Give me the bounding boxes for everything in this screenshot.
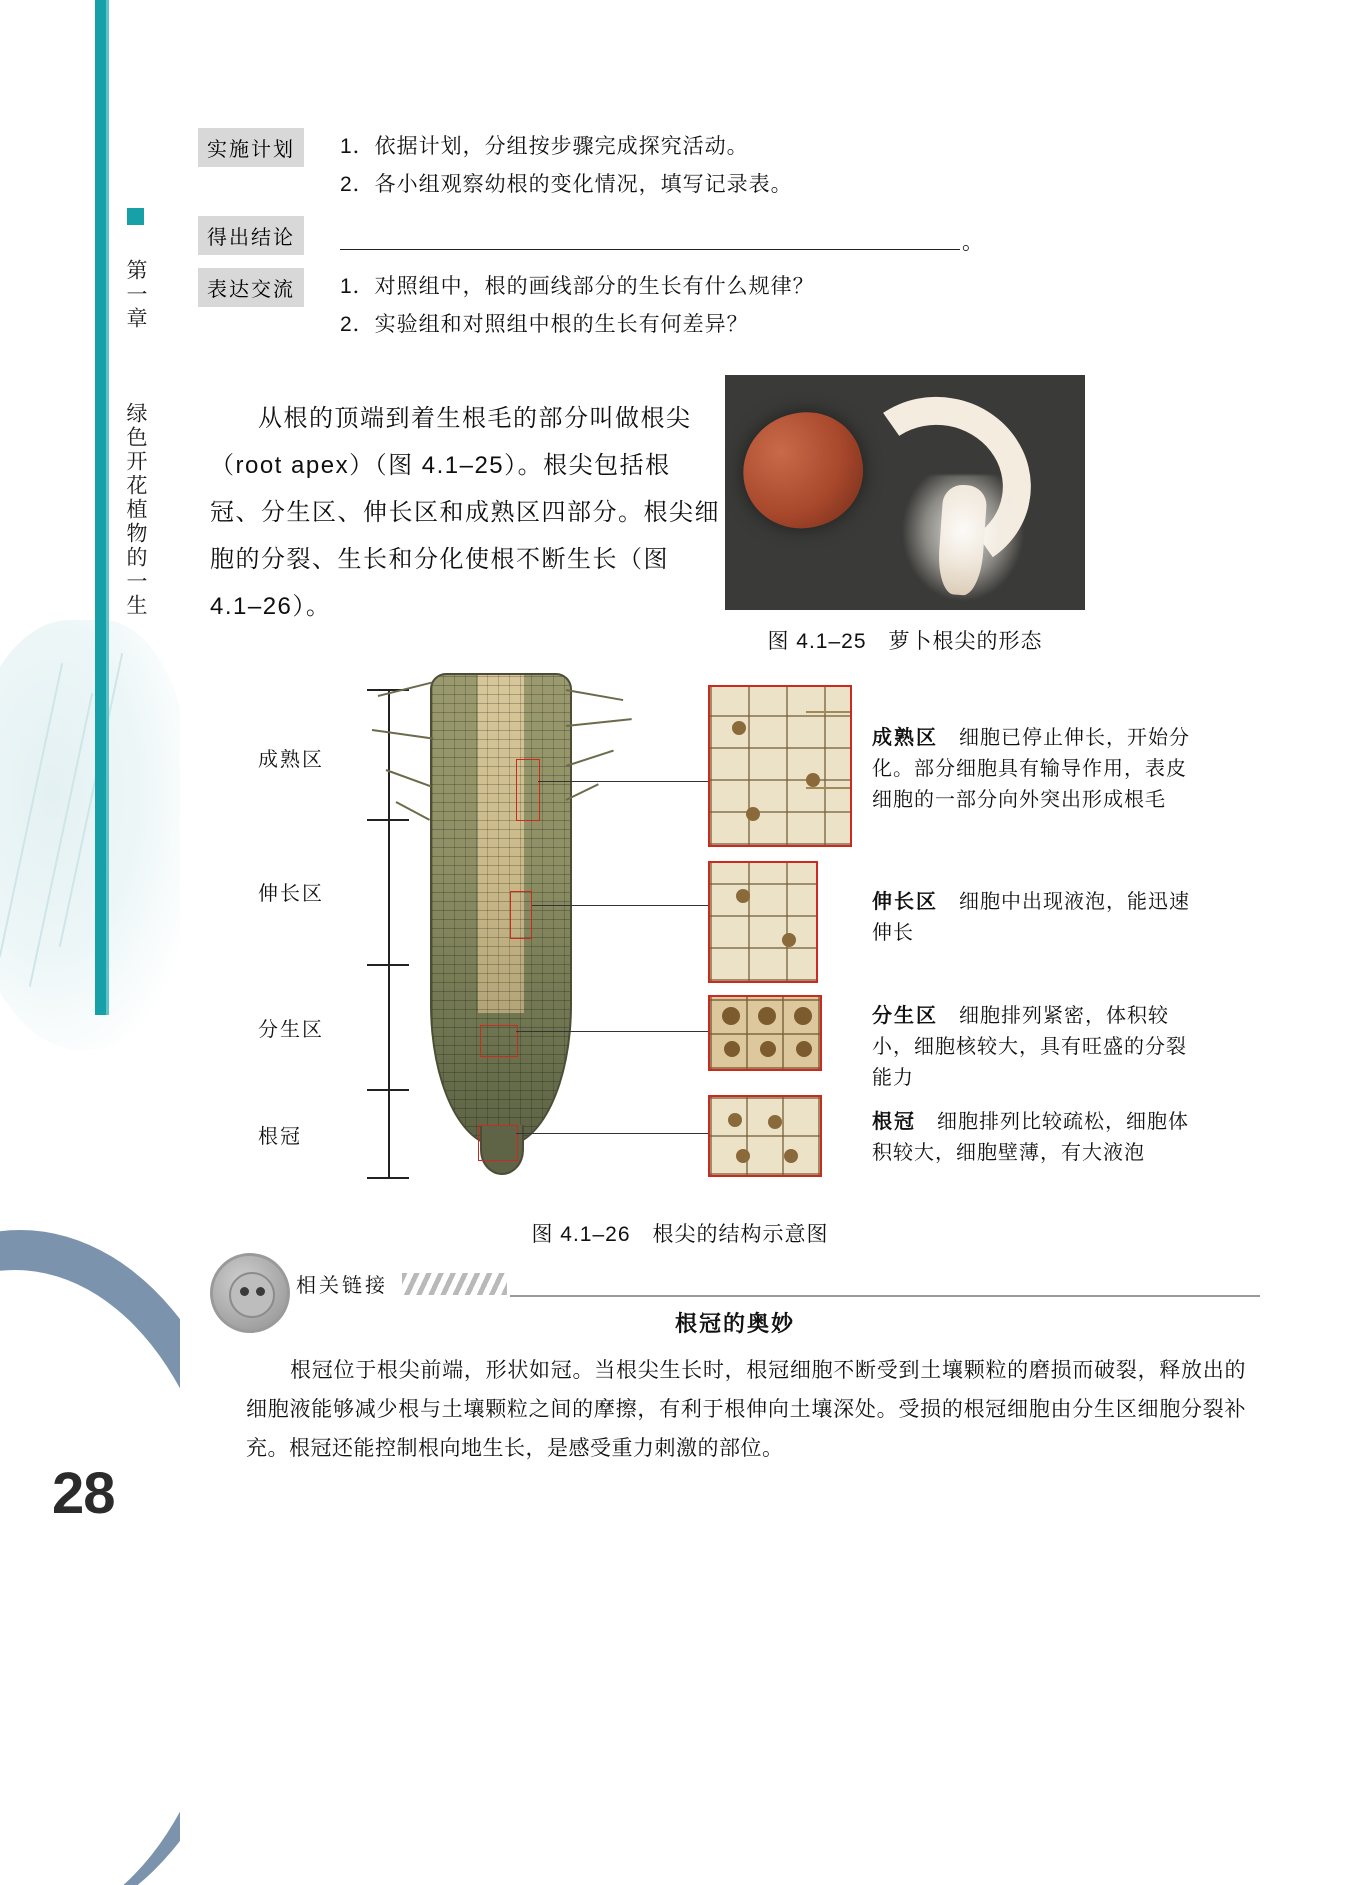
cell-nucleus bbox=[758, 1007, 776, 1025]
root-tip-illustration bbox=[430, 673, 568, 1178]
axis-line bbox=[388, 819, 390, 964]
figure-root-tip-diagram bbox=[240, 665, 1290, 1225]
axis-line bbox=[388, 689, 390, 819]
activity-tag: 实施计划 bbox=[198, 128, 304, 167]
chapter-number-label: 第一章 bbox=[124, 259, 147, 331]
figure-photo-caption: 图 4.1–25 萝卜根尖的形态 bbox=[767, 630, 1043, 653]
cell-nucleus bbox=[784, 1149, 798, 1163]
inset-root-hair bbox=[806, 711, 850, 713]
answer-blank-line[interactable] bbox=[340, 231, 983, 254]
cell-nucleus bbox=[736, 1149, 750, 1163]
cell-grid bbox=[710, 863, 816, 981]
page-content bbox=[180, 0, 1353, 1885]
inset-meristem-zone-cells bbox=[708, 995, 822, 1071]
mascot-eye-icon bbox=[256, 1287, 265, 1296]
inset-rootcap-cells bbox=[708, 1095, 822, 1177]
figure-diagram-caption: 图 4.1–26 根尖的结构示意图 bbox=[531, 1223, 829, 1246]
annotation-text: 细胞排列紧密，体积较小，细胞核较大，具有旺盛的分裂能力 bbox=[872, 1005, 1187, 1089]
related-link-body: 根冠位于根尖前端，形状如冠。当根尖生长时，根冠细胞不断受到土壤颗粒的磨损而破裂，释放出的细胞液能够减少根与土壤颗粒之间的摩擦，有利于根伸向土壤深处。受损的根冠细胞由分生区细胞分裂补充。根冠还能控制根向地生长，是感受重力刺激的部位。 bbox=[246, 1359, 1246, 1460]
root-cell-texture bbox=[432, 675, 570, 1145]
teal-vertical-bar-light bbox=[106, 0, 109, 1015]
activity-tag: 得出结论 bbox=[198, 216, 304, 255]
cell-nucleus bbox=[722, 1007, 740, 1025]
cell-nucleus bbox=[736, 889, 750, 903]
cell-nucleus bbox=[760, 1041, 776, 1057]
root-hair bbox=[372, 729, 434, 740]
chapter-marker bbox=[112, 208, 158, 655]
root-hair bbox=[566, 750, 614, 767]
inset-root-hair bbox=[806, 787, 850, 789]
inset-marker-rootcap bbox=[478, 1125, 518, 1161]
activity-row-communicate bbox=[198, 268, 815, 344]
chapter-square-icon bbox=[127, 208, 144, 225]
page-number: 28 bbox=[52, 1461, 115, 1526]
leader-line bbox=[532, 905, 710, 906]
teal-vertical-bar bbox=[95, 0, 106, 1015]
activity-tag: 表达交流 bbox=[198, 268, 304, 307]
cell-nucleus bbox=[724, 1041, 740, 1057]
zone-label-mature: 成熟区 bbox=[258, 749, 324, 771]
inset-elongation-zone-cells bbox=[708, 861, 818, 983]
cell-nucleus bbox=[746, 807, 760, 821]
chapter-title-label: 绿色开花植物的一生 bbox=[124, 402, 147, 618]
root-hair bbox=[566, 718, 632, 727]
activity-items bbox=[340, 268, 815, 344]
activity-item: 2．实验组和对照组中根的生长有何差异？ bbox=[340, 313, 749, 336]
inset-marker-mature bbox=[516, 759, 540, 821]
cell-nucleus bbox=[768, 1115, 782, 1129]
annotation-title: 分生区 bbox=[872, 1005, 938, 1027]
inset-marker-meristem bbox=[480, 1025, 518, 1057]
blank-end-punctuation: 。 bbox=[962, 231, 983, 254]
activity-row-conclusion bbox=[198, 216, 983, 255]
annotation-title: 成熟区 bbox=[872, 727, 938, 749]
activity-items bbox=[340, 128, 793, 204]
root-outline bbox=[430, 673, 572, 1147]
axis-tick bbox=[367, 1177, 409, 1179]
blank-rule bbox=[340, 248, 960, 250]
annotation-mature-zone bbox=[872, 723, 1202, 816]
related-link-tag: 相关链接 bbox=[296, 1275, 388, 1297]
cell-nucleus bbox=[728, 1113, 742, 1127]
leader-line bbox=[516, 1133, 710, 1134]
zone-label-rootcap: 根冠 bbox=[258, 1126, 302, 1148]
annotation-text: 细胞已停止伸长，开始分化。部分细胞具有输导作用，表皮细胞的一部分向外突出形成根毛 bbox=[872, 727, 1190, 811]
mascot-eye-icon bbox=[240, 1287, 249, 1296]
annotation-rootcap bbox=[872, 1107, 1202, 1169]
cell-nucleus bbox=[794, 1007, 812, 1025]
zone-label-meristem: 分生区 bbox=[258, 1019, 324, 1041]
root-hair bbox=[386, 769, 432, 787]
blue-swoosh-inner bbox=[0, 1270, 180, 1885]
activity-item: 1．依据计划，分组按步骤完成探究活动。 bbox=[340, 135, 749, 158]
activity-row-implement bbox=[198, 128, 793, 204]
related-link-title: 根冠的奥妙 bbox=[674, 1311, 795, 1336]
stripes-decoration bbox=[402, 1273, 507, 1295]
cell-nucleus bbox=[782, 933, 796, 947]
annotation-title: 根冠 bbox=[872, 1111, 916, 1133]
leader-line bbox=[538, 781, 710, 782]
root-hairs-shape bbox=[903, 475, 1023, 600]
cell-nucleus bbox=[732, 721, 746, 735]
annotation-elongation-zone bbox=[872, 887, 1202, 949]
axis-line bbox=[388, 1089, 390, 1177]
related-link-box bbox=[210, 1265, 1260, 1460]
axis-line bbox=[388, 964, 390, 1089]
cell-nucleus bbox=[796, 1041, 812, 1057]
leader-line bbox=[516, 1031, 710, 1032]
cell-grid bbox=[710, 1097, 820, 1175]
activity-item: 1．对照组中，根的画线部分的生长有什么规律？ bbox=[340, 275, 815, 298]
watermark-graphic bbox=[0, 620, 180, 1050]
related-link-header bbox=[210, 1265, 1260, 1311]
zone-label-elongation: 伸长区 bbox=[258, 883, 324, 905]
annotation-text: 细胞中出现液泡，能迅速伸长 bbox=[872, 891, 1190, 944]
figure-radish-root-photo bbox=[725, 375, 1085, 610]
activity-item: 2．各小组观察幼根的变化情况，填写记录表。 bbox=[340, 173, 793, 196]
annotation-text: 细胞排列比较疏松，细胞体积较大，细胞壁薄，有大液泡 bbox=[872, 1111, 1189, 1164]
annotation-title: 伸长区 bbox=[872, 891, 938, 913]
inset-marker-elongation bbox=[510, 891, 532, 939]
root-hair bbox=[566, 689, 623, 701]
annotation-meristem-zone bbox=[872, 1001, 1202, 1094]
cell-nucleus bbox=[806, 773, 820, 787]
related-link-rule bbox=[510, 1295, 1260, 1297]
root-hair bbox=[396, 801, 430, 821]
inset-mature-zone-cells bbox=[708, 685, 852, 847]
body-paragraph: 从根的顶端到着生根毛的部分叫做根尖（root apex）（图 4.1–25）。根尖包括根冠、分生区、伸长区和成熟区四部分。根尖细胞的分裂、生长和分化使根不断生长（图 4.1–26）。 bbox=[210, 405, 720, 620]
left-margin-decoration bbox=[0, 0, 180, 1885]
